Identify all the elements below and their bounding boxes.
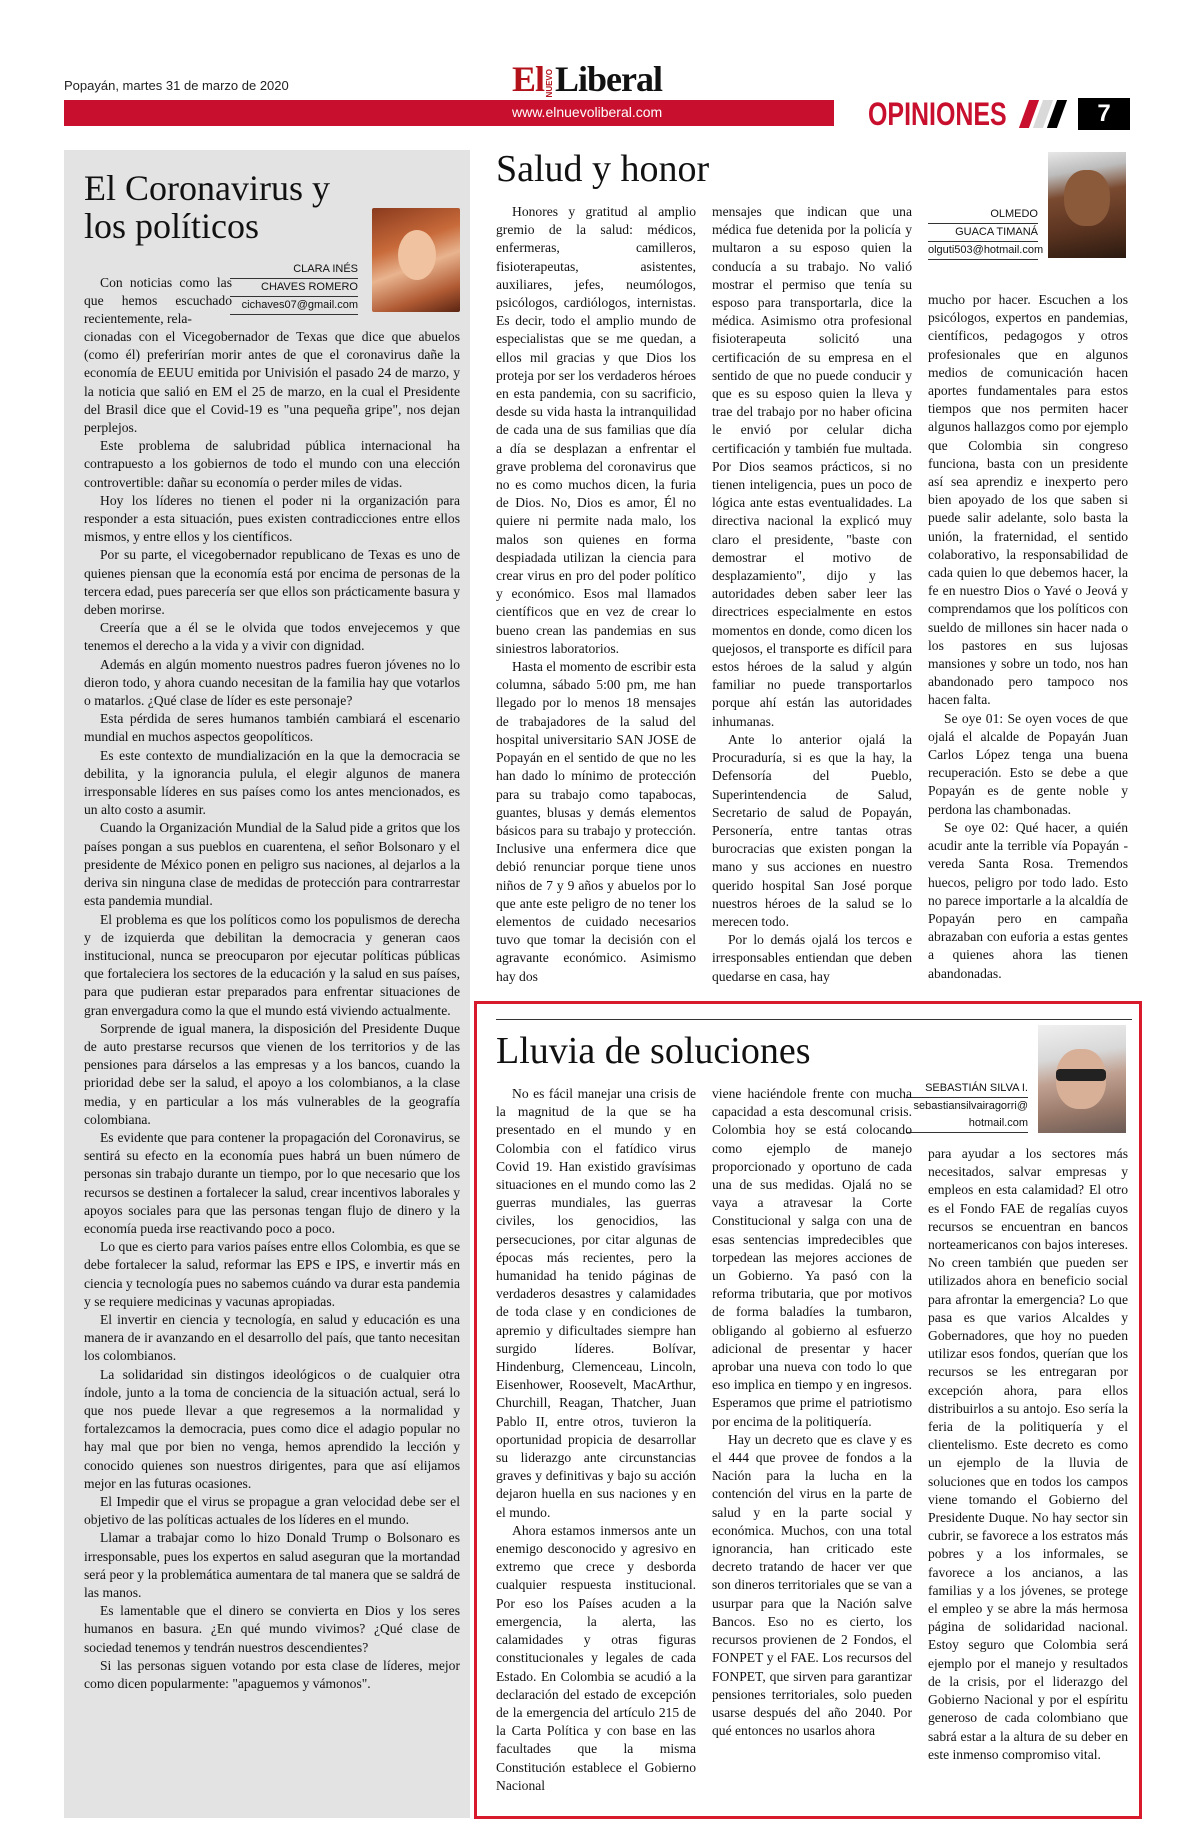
author-photo-clara [372, 208, 460, 312]
paragraph: Esta pérdida de seres humanos también cambiará el escenario mundial en muchos aspectos geopolíticos. [84, 711, 460, 745]
middle-article-column-1 [496, 203, 696, 986]
right-article-top-rule [496, 1019, 1132, 1020]
middle-article-column-3 [928, 291, 1128, 983]
paragraph: Por lo demás ojalá los tercos e irresponsables entiendan que deben quedarse en casa, hay [712, 932, 912, 984]
right-article-author [906, 1080, 1028, 1133]
paragraph: Ante lo anterior ojalá la Procuraduría, si es que la hay, la Defensoría del Pueblo, Superintendencia de Salud, Secretario de salud de Popayán, Personería, entre tantas otras burocracias que existen pongan la mano y sus acciones en nuestro querido hospital San José porque nuestros héroes de la salud se lo merecen todo. [712, 731, 912, 929]
middle-article-title: Salud y honor [496, 148, 710, 190]
paragraph: Honores y gratitud al amplio gremio de la salud: médicos, enfermeras, camilleros, fisioterapeutas, asistentes, auxiliares, jefes, neumólogos, psicólogos, cardiólogos, internistas. Es decir, todo el amplio mundo de especialistas que se me quedan, a ellos mil gracias y que Dios los proteja por ser los verdaderos héroes en esta pandemia, con su sacrificio, desde su vida hasta la intranquilidad de cada una de sus familias que día a día se desplazan a enfrentar el grave problema del coronavirus que no es como muchos dicen, la furia de Dios. No, Dios es amor, Él no quiere ni permite nada malo, los malos son quienes en forma despiadada utilizan la ciencia para crear virus en pro del poder político y económico. Esos mal llamados científicos que en vez de crear lo bueno crean las pandemias en sus siniestros laboratorios. [496, 204, 696, 656]
paragraph: Llamar a trabajar como lo hizo Donald Trump o Bolsonaro es irresponsable, pues los expertos en salud aseguran que la mortandad será peor y la problemática aumentara de tal manera que se saldrá de las manos. [84, 1530, 460, 1601]
newspaper-logo [512, 58, 662, 100]
paragraph: La solidaridad sin distingos ideológicos o de cualquier otra índole, junto a la toma de conciencia de la situación actual, será lo que nos puede llevar a que regresemos a la normalidad y fortalezcamos la democracia, pues como dice el adagio popular no hay mal que por bien no venga, hemos aprendido la lección y conocido quienes son nuestros dirigentes, para que así elijamos mejor en las futuras ocasiones. [84, 1366, 460, 1491]
author-email-line2: hotmail.com [906, 1115, 1028, 1133]
middle-article-column-2 [712, 203, 912, 986]
left-article-lead [84, 274, 232, 329]
page-number: 7 [1078, 98, 1130, 130]
author-name-line2: GUACA TIMANÁ [928, 224, 1038, 242]
left-article-title: El Coronavirus y los políticos [84, 168, 330, 246]
logo-el: El [512, 59, 545, 99]
author-email: olguti503@hotmail.com [928, 242, 1038, 260]
paragraph: El Impedir que el virus se propague a gran velocidad debe ser el objetivo de las políticas actuales de los líderes en el mundo. [84, 1494, 460, 1528]
author-name-line1: OLMEDO [928, 206, 1038, 224]
lead-paragraph: Con noticias como las que hemos escuchado recientemente, rela- [84, 275, 232, 327]
logo-liberal: Liberal [555, 59, 663, 99]
paragraph: mensajes que indican que una médica fue detenida por la policía y multaron a su esposo quien la conducía a su trabajo. No valió mostrar el permiso que tenía su esposo para transportarla, dice la médica. Asimismo otra profesional fisioterapeuta solicitó una certificación de su empresa en el sentido de que no puede conducir y que es su esposo quien la lleva y trae del trabajo por no haber oficina le envió por celular dicha certificación y también fue multada. Por Dios seamos prácticos, si no tienen inteligencia, pues un poco de lógica ante estas eventualidades. La directiva nacional la explicó muy claro el presidente, "baste con demostrar el motivo de desplazamiento", dijo y las autoridades deben saber leer las directrices especialmente en estos momentos en donde, como dicen los quejosos, el transporte es difícil para estos héroes de la salud y algún familiar no puede transportarlos porque ahí están las autoridades inhumanas. [712, 204, 912, 729]
paragraph: Hay un decreto que es clave y es el 444 que provee de fondos a la Nación para la lucha en la contención del virus en la parte de salud y en la parte social y económica. Muchos, con una total ignorancia, han criticado este decreto tratando de hacer ver que son dineros territoriales que se van a usurpar para que la Nación salve Bancos. Eso no es cierto, los recursos provienen de 2 Fondos, el FONPET y el FAE. Los recursos del FONPET, que sirven para garantizar pensiones territoriales, solo pueden usarse después del año 2040. Por qué entonces no usarlos ahora [712, 1431, 912, 1739]
website-url: www.elnuevoliberal.com [512, 104, 663, 120]
paragraph: Este problema de salubridad pública internacional ha contrapuesto a los gobiernos de todo el mundo con una elección controvertible: dañar su economía o perder miles de vidas. [84, 438, 460, 490]
paragraph: No es fácil manejar una crisis de la magnitud de la que se ha presentado en el mundo y en Colombia con el fatídico virus Covid 19. Han existido gravísimas situaciones en el mundo como las 2 guerras mundiales, las guerras civiles, los genocidios, las persecuciones, por citar algunas de épocas más recientes, pero la humanidad ha tenido páginas de verdaderos desastres y calamidades de toda clase y en condiciones de apremio y dificultades siempre han surgido líderes. Bolívar, Hindenburg, Clemenceau, Lincoln, Eisenhower, Roosevelt, MacArthur, Churchill, Reagan, Thatcher, Juan Pablo II, entre otros, tuvieron la oportunidad propicia de desarrollar su liderazgo ante circunstancias graves y definitivas y bajo su acción dejaron huella en sus naciones y en el mundo. [496, 1086, 696, 1520]
paragraph: Se oye 01: Se oyen voces de que ojalá el alcalde de Popayán Juan Carlos López tenga una buena recuperación. Esto se debe a que Popayán es de gente noble y perdona las chambonadas. [928, 710, 1128, 817]
paragraph: El problema es que los políticos como los populismos de derecha y de izquierda que debilitan la democracia y generan caos institucional, nunca se preocuparon por ejecutar políticas públicas que fortaleciera los sectores de la educación y la salud en sus países, para que pudieran estar preparados para enfrentar situaciones de gran envergadura como la que el mundo está viviendo actualmente. [84, 911, 460, 1018]
author-photo-sebastian [1038, 1025, 1126, 1133]
paragraph: mucho por hacer. Escuchen a los psicólogos, expertos en pandemias, científicos, pedagogos y otros profesionales que en algunos medios de comunicación hacen aportes fundamentales para estos tiempos que nos permiten hacer algunos hallazgos como por ejemplo que Colombia sin congreso funciona, basta con un presidente así sea aprendiz e inexperto pero bien apoyado de los que saben si puede salir adelante, solo basta la unión, la fraternidad, el sentido colaborativo, la responsabilidad de cada quien lo que debemos hacer, la fe en nuestro Dios o Yavé o Jeová y comprendamos que los políticos con sueldo de millones sin hacer nada o los pastores en sus lujosas mansiones y sobre un todo, nos han abandonado pero tampoco nos hacen falta. [928, 292, 1128, 708]
paragraph: Por su parte, el vicegobernador republicano de Texas es uno de quienes piensan que la economía está por encima de personas de la tercera edad, pues parecería ser que ellos son prácticamente basura y deben morirse. [84, 547, 460, 618]
paragraph: para ayudar a los sectores más necesitados, salvar empresas y empleos en esta calamidad? El otro es el Fondo FAE de regalías cuyos recursos se encuentran en bancos norteamericanos con bajos intereses. No creen también que pueden ser utilizados ahora en beneficio social para afrontar la emergencia? Lo que pasa es que varios Alcaldes y Gobernadores, que hoy no pueden utilizar esos fondos, querían que los recursos se les entregaran por excepción ahora, para ellos distribuirlos a su antojo. Eso sería la feria de la politiquería y el clientelismo. Este decreto es como un ejemplo de la lluvia de soluciones que en todos los campos viene tomando el Gobierno del Presidente Duque. No hay sector sin cubrir, se favorece a los estratos más pobres y a los informales, se favorece a los ancianos, a las familias y a los jóvenes, se protege el empleo y se abre la más hermosa página de solidaridad nacional. Estoy seguro que Colombia será ejemplo por el manejo y resultados de la crisis, por el liderazgo del Gobierno Nacional y por el espíritu generoso de cada colombiano que sabrá estar a la altura de su deber en este inmenso compromiso vital. [928, 1146, 1128, 1762]
paragraph: Hasta el momento de escribir esta columna, sábado 5:00 pm, me han llegado por lo menos 18 mensajes de trabajadores de la salud del hospital universitario SAN JOSE de Popayán en el sentido de que no les han dado lo mínimo de protección para su trabajo como tapabocas, guantes, blusas y demás elementos básicos para su trabajo y protección. Inclusive una enfermera dice que debió renunciar porque tiene unos niños de 7 y 9 años y abuelos por lo que ante este peligro de no tener los elementos de cuidado necesarios tuvo que tomar la decisión con el agravante económico. Asimismo hay dos [496, 659, 696, 984]
right-article-title: Lluvia de soluciones [496, 1030, 811, 1072]
paragraph: Sorprende de igual manera, la disposición del Presidente Duque de auto prestarse recursos que vienen de los territorios y de las pensiones para dárselos a las empresas y a los bancos, cuando la prioridad debe ser la salud, el apoyo a los colombianos, a la clase media, y en particular a los más vulnerables de la geografía colombiana. [84, 1020, 460, 1127]
author-photo-olmedo [1048, 152, 1126, 258]
author-email-line1: sebastiansilvairagorri@ [913, 1100, 1028, 1112]
paragraph: Creería que a él se le olvida que todos envejecemos y que tenemos el derecho a la vida y a vivir con dignidad. [84, 620, 460, 654]
section-stripes-icon [1022, 100, 1072, 128]
left-article-author [230, 261, 358, 315]
section-title: OPINIONES [868, 96, 1007, 132]
paragraph: Es este contexto de mundialización en la que la democracia se debilita, y la ignorancia pulula, el elegir algunos de manera irresponsable líderes en sus países como los antes mencionados, es un alto costo a asumir. [84, 747, 460, 818]
author-name-line2: CHAVES ROMERO [230, 279, 358, 297]
author-name-line1: CLARA INÉS [230, 261, 358, 279]
paragraph: viene haciéndole frente con mucha capacidad a esta descomunal crisis. Colombia hoy se está colocando como ejemplo de manejo proporcionado y oportuno de cada una de sus medidas. Ojalá no se vaya a atravesar la Corte Constitucional y salga con una de esas sentencias impredecibles que torpedean las mejores acciones de un Gobierno. Ya pasó con la reforma tributaria, que por motivos de forma baladíes la tumbaron, obligando al gobierno al esfuerzo adicional de presentar y hacer aprobar una nueva con todo lo que eso implica en tiempo y en ingresos. Esperamos que prime el patriotismo por encima de la politiquería. [712, 1086, 912, 1429]
paragraph: Además en algún momento nuestros padres fueron jóvenes no lo dieron todo, y ahora cuando necesitan de la familia hay que votarlos o matarlos. ¿Qué clase de líder es este personaje? [84, 656, 460, 709]
right-article-column-3 [928, 1145, 1128, 1764]
paragraph: Hoy los líderes no tienen el poder ni la organización para responder a esta situación, pues existen contradicciones entre ellos mismos, y entre ellos y los científicos. [84, 492, 460, 545]
paragraph: Cuando la Organización Mundial de la Salud pide a gritos que los países pongan a sus pueblos en cuarentena, el señor Bolsonaro y el presidente de México ponen en peligro sus naciones, al dejarlos a la deriva sin ninguna clase de medidas de protección para contrarrestar esta pandemia mundial. [84, 820, 460, 909]
paragraph: Es lamentable que el dinero se convierta en Dios y los seres humanos en basura. ¿En qué mundo vivimos? ¿Qué clase de sociedad tenemos y tendrán nuestros descendientes? [84, 1603, 460, 1655]
left-article-body [84, 328, 460, 1693]
paragraph: Si las personas siguen votando por esta clase de líderes, mejor como dicen popularmente: "apaguemos y vámonos". [84, 1657, 460, 1692]
logo-nuevo: NUEVO [545, 68, 555, 97]
right-article-column-2 [712, 1085, 912, 1740]
issue-date: Popayán, martes 31 de marzo de 2020 [64, 78, 289, 93]
author-email: cichaves07@gmail.com [230, 297, 358, 315]
paragraph: Es evidente que para contener la propagación del Coronavirus, se sentirá su efecto en la economía pues habrá un buen número de personas sin trabajo durante un tiempo, por lo que necesario que los recursos se destinen a fortalecer la salud, crear incentivos laborales y apoyos sociales para que las personas tengan flujo de dinero y la economía pueda irse reactivando poco a poco. [84, 1129, 460, 1236]
right-article-column-1 [496, 1085, 696, 1795]
middle-article-author [928, 206, 1044, 260]
paragraph: Ahora estamos inmersos ante un enemigo desconocido y agresivo en extremo que crece y desborda cualquier respuesta institucional. Por eso los Países acuden a la emergencia, la alerta, las calamidades y otras figuras constitucionales y legales de cada Estado. En Colombia se acudió a la declaración del estado de excepción de la emergencia del artículo 215 de la Carta Política y con base en las facultades que la misma Constitución establece el Gobierno Nacional [496, 1522, 696, 1793]
paragraph: cionadas con el Vicegobernador de Texas que dice que abuelos (como él) preferirían morir antes de que el coronavirus dañe la economía de EEUU emitida por Univisión el pasado 24 de marzo, y la noticia que salió en EM el 25 de marzo, en la cual el Presidente del Brasil dice que el Covid-19 es "una pequeña gripe", nos dejan perplejos. [84, 329, 460, 436]
paragraph: El invertir en ciencia y tecnología, en salud y educación es una manera de ir avanzando en el desarrollo del país, que tanto necesitan los colombianos. [84, 1311, 460, 1364]
header-red-bar [64, 100, 834, 126]
author-name: SEBASTIÁN SILVA I. [906, 1080, 1028, 1098]
paragraph: Lo que es cierto para varios países entre ellos Colombia, es que se debe fortalecer la salud, reformar las EPS e IPS, e invertir más en ciencia y tecnología pues no sabemos cuándo va durar esta pandemia y se requiere medicinas y vacunas apropiadas. [84, 1239, 460, 1309]
paragraph: Se oye 02: Qué hacer, a quién acudir ante la terrible vía Popayán - vereda Santa Rosa. Tremendos huecos, peligro por todo lado. Esto no parece importarle a la alcaldía de Popayán pero en campaña abrazaban con euforia a estas gentes a quienes ahora las tienen abandonadas. [928, 819, 1128, 981]
